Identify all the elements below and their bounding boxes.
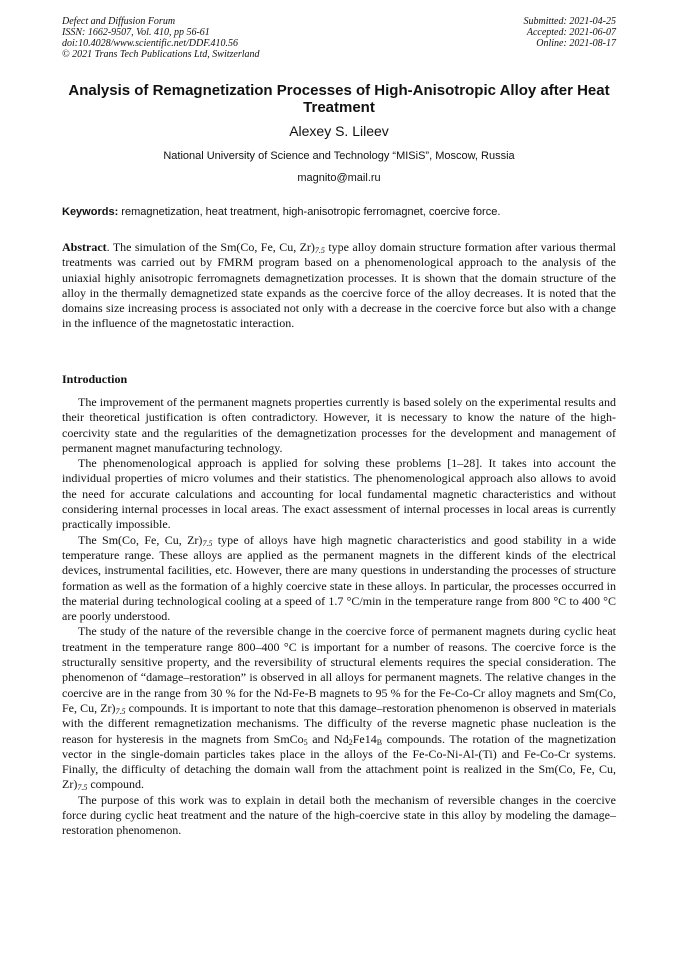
p4-text-d: Fe14 <box>352 731 377 746</box>
abstract-paragraph <box>62 240 616 332</box>
p4-subscript-5: 7.5 <box>77 783 88 793</box>
introduction-body <box>62 395 616 839</box>
header-right <box>524 16 617 49</box>
keywords-label: Keywords: <box>62 206 119 218</box>
keywords-text: remagnetization, heat treatment, high-anisotropic ferromagnet, coercive force. <box>118 206 501 218</box>
issn-line: ISSN: 1662-9507, Vol. 410, pp 56-61 <box>62 27 210 38</box>
p3-subscript: 7.5 <box>202 538 213 548</box>
p3-text-b: type of alloys have high magnetic characteristics and good stability in a wide temperature range. These alloys are applied as the permanent magnets in the different kinds of the electrical devices, instrumental facilities, etc. However, there are many questions in understanding the processes of structure formation as well as the formation of a highly coercive state in these alloys. In particular, the processes occurred in the material during technological cooling at a speed of 1.7 °C/min in the temperature range from 800 °C to 400 °C are poorly understood. <box>62 532 616 624</box>
p4-subscript-2: 5 <box>303 737 308 747</box>
abstract-label: Abstract <box>62 240 107 254</box>
p4-subscript-1: 7.5 <box>115 706 126 716</box>
copyright-line: © 2021 Trans Tech Publications Ltd, Switzerland <box>62 49 260 60</box>
p3-text-a: The Sm(Co, Fe, Cu, Zr) <box>78 532 203 547</box>
intro-paragraph-4 <box>62 624 616 792</box>
header-left <box>62 16 260 60</box>
abstract <box>62 240 616 332</box>
paper-title: Analysis of Remagnetization Processes of High-Anisotropic Alloy after Heat Treatment <box>68 82 610 116</box>
author-email: magnito@mail.ru <box>297 172 381 184</box>
affiliation: National University of Science and Technology “MISiS”, Moscow, Russia <box>163 150 515 162</box>
p4-text-b: compounds. It is important to note that this damage–restoration phenomenon is observed in materials with the different remagnetization mechanisms. The difficulty of the reverse magnetic phase nucleation is the reason for hysteresis in the magnets from SmCo <box>62 700 616 746</box>
p4-subscript-3: 2 <box>348 737 353 747</box>
p4-text-f: compound. <box>87 777 144 792</box>
section-heading-introduction: Introduction <box>62 372 128 386</box>
intro-paragraph-5: The purpose of this work was to explain in detail both the mechanism of reversible changes in the coercive force during cyclic heat treatment and the nature of the high-coercive state in this alloy by modeling the damage–restoration phenomenon. <box>62 792 616 838</box>
abstract-subscript: 7.5 <box>314 246 325 255</box>
submitted-date: Submitted: 2021-04-25 <box>523 16 616 27</box>
journal-name: Defect and Diffusion Forum <box>62 16 176 27</box>
accepted-date: Accepted: 2021-06-07 <box>526 27 616 38</box>
keywords <box>62 206 616 218</box>
abstract-text-2: type alloy domain structure formation after various thermal treatments was carried out by FMRM program based on a phenomenological approach to the analysis of the uniaxial highly anisotropic ferromagnets demagnetization processes. It is shown that the domain structure of the alloy in the thermally demagnetized state expands as the coercive force of the alloy decreases. It is noted that the domains size increasing process is associated not only with a decrease in the coercive force but also with a change in the influence of the magnetostatic interaction. <box>62 240 616 331</box>
p4-subscript-4: B <box>376 737 383 747</box>
abstract-text-1: . The simulation of the Sm(Co, Fe, Cu, Zr) <box>106 240 315 254</box>
intro-paragraph-3 <box>62 533 616 625</box>
p4-text-c: and Nd <box>307 731 349 746</box>
author-name: Alexey S. Lileev <box>289 123 389 139</box>
intro-paragraph-2: The phenomenological approach is applied for solving these problems [1–28]. It takes into account the individual properties of micro volumes and their statistics. The phenomenological approach also allows to avoid the need for accurate calculations and accounting for local fundamental magnetic characteristics and without considering internal processes in local areas. The exact assessment of internal processes in local areas is currently practically impossible. <box>62 456 616 532</box>
doi-line: doi:10.4028/www.scientific.net/DDF.410.56 <box>62 38 239 49</box>
online-date: Online: 2021-08-17 <box>536 38 616 49</box>
intro-paragraph-1: The improvement of the permanent magnets properties currently is based solely on the experimental results and their theoretical justification is often contradictory. However, it is necessary to know the nature of the high-coercivity state and the regularities of the demagnetization processes for the development and management of permanent magnet manufacturing technology. <box>62 395 616 455</box>
p4-text-e: compounds. The rotation of the magnetization vector in the single-domain particles takes place in the alloys of the Fe-Co-Ni-Al-(Ti) and Fe-Co-Cr systems. Finally, the difficulty of detaching the domain wall from the attachment point is realized in the Sm(Co, Fe, Cu, Zr) <box>62 731 616 792</box>
p4-text-a: The study of the nature of the reversible change in the coercive force of permanent magnets during cyclic heat treatment in the temperature range 800–400 °C is important for a number of reasons. The coercive force is the structurally sensitive property, and the reversibility of structural elements requires the special consideration. The phenomenon of “damage–restoration” is observed in all alloys for permanent magnets. The relative changes in the coercive are in the range from 30 % for the Nd-Fe-B magnets to 95 % for the Fe-Co-Cr alloy magnets and Sm(Co, Fe, Cu, Zr) <box>62 624 616 715</box>
